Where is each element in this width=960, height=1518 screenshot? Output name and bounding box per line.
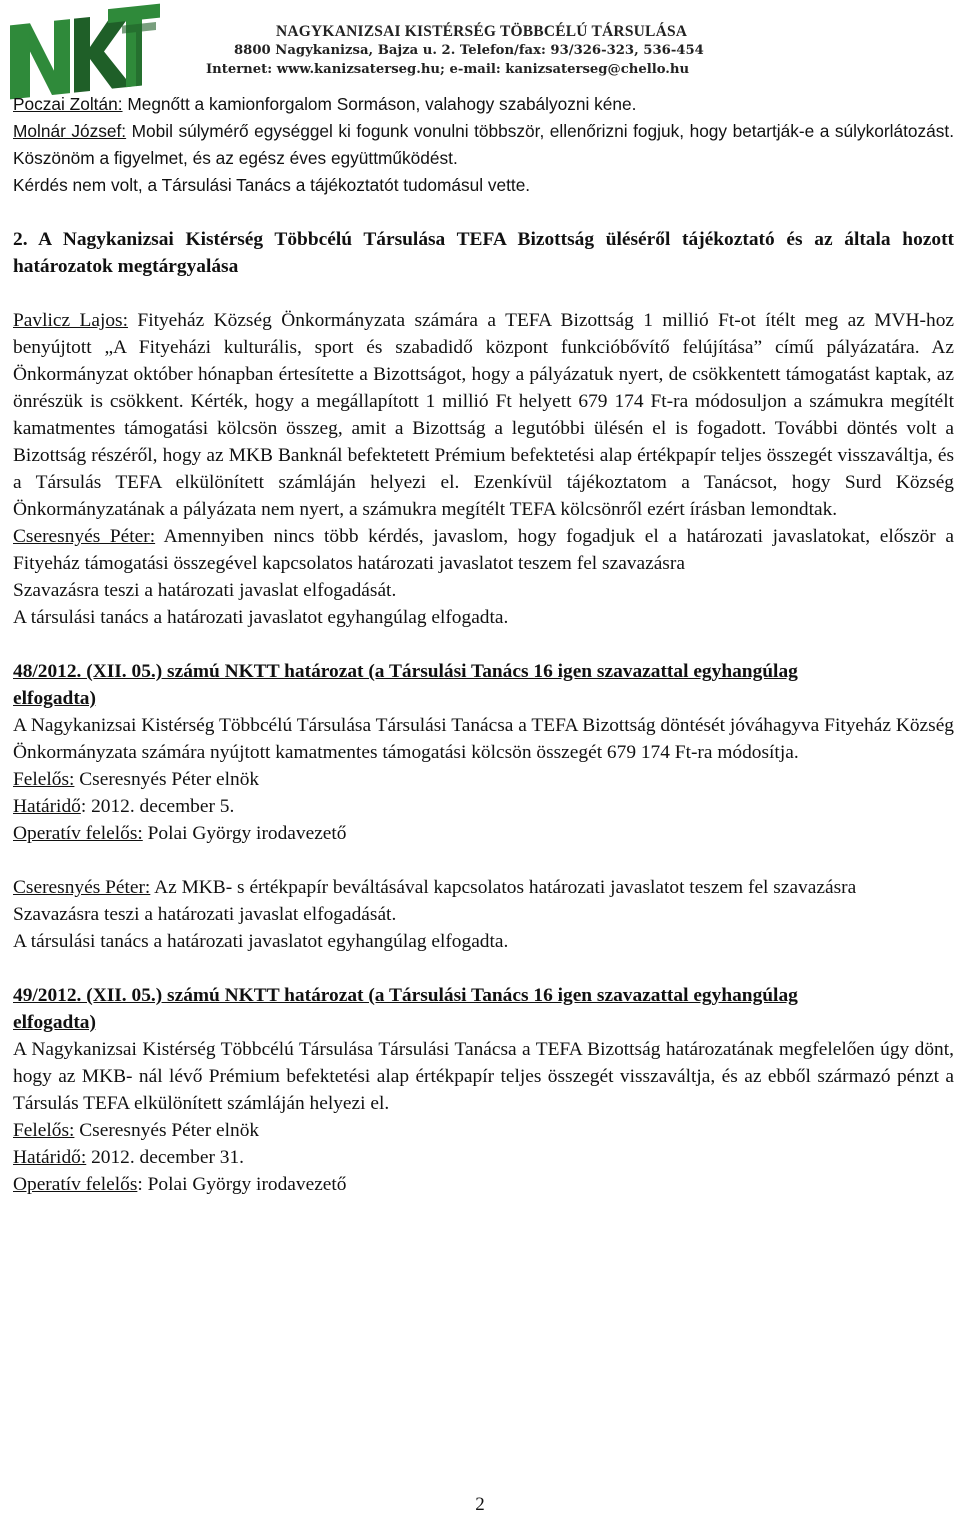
organization-name: NAGYKANIZSAI KISTÉRSÉG TÖBBCÉLÚ TÁRSULÁSA bbox=[276, 23, 688, 40]
paragraph-text: Az MKB- s értékpapír beváltásával kapcsolatos határozati javaslatot teszem fel szavazásra bbox=[150, 877, 857, 898]
vote-result: A társulási tanács a határozati javaslatot egyhangúlag elfogadta. bbox=[13, 607, 509, 628]
resolution-48-title: 48/2012. (XII. 05.) számú NKTT határozat (a Társulási Tanács 16 igen szavazattal egyhangúlag elfogadta) bbox=[13, 661, 798, 709]
intro-paragraph-2 bbox=[13, 118, 954, 172]
label: Határidő bbox=[13, 796, 81, 817]
speaker-name: Molnár József: bbox=[13, 121, 127, 141]
letterhead bbox=[0, 0, 960, 95]
organization-internet bbox=[206, 60, 704, 79]
label: Felelős: bbox=[13, 1120, 75, 1141]
label: Felelős: bbox=[13, 769, 75, 790]
section-2-heading: 2. A Nagykanizsai Kistérség Többcélú Társulása TEFA Bizottság üléséről tájékoztató és az általa hozott határozatok megtárgyalása bbox=[13, 229, 954, 277]
paragraph-text: Mobil súlymérő egységgel ki fogunk vonulni többször, ellenőrizni fogjuk, hogy betartják-e a súlykorlátozást. Köszönöm a figyelmet, és az egész éves együttműködést. bbox=[13, 121, 954, 168]
intro-paragraph-3: Kérdés nem volt, a Társulási Tanács a tájékoztatót tudomásul vette. bbox=[13, 175, 531, 195]
resolution-48-text: A Nagykanizsai Kistérség Többcélú Társulása Társulási Tanácsa a TEFA Bizottság döntését jóváhagyva Fityeház Község Önkormányzata számára nyújtott kamatmentes támogatási kölcsön összegét 679 174 Ft-ra módosítja. bbox=[13, 715, 954, 763]
page-number: 2 bbox=[475, 1494, 485, 1515]
vote-line: Szavazásra teszi a határozati javaslat elfogadását. bbox=[13, 580, 397, 601]
document-body bbox=[13, 91, 954, 1198]
internet-contact[interactable]: Internet: www.kanizsaterseg.hu; e-mail: kanizsaterseg@chello.hu bbox=[206, 62, 690, 77]
mkb-proposal bbox=[13, 874, 954, 901]
value: Cseresnyés Péter elnök bbox=[74, 1120, 260, 1141]
resolution-49-deadline bbox=[13, 1144, 954, 1171]
resolution-49-operative bbox=[13, 1171, 954, 1198]
paragraph-text: Megnőtt a kamionforgalom Sormáson, valahogy szabályozni kéne. bbox=[122, 94, 637, 114]
label: Határidő: bbox=[13, 1147, 87, 1168]
section-2-proposal bbox=[13, 523, 954, 577]
section-2-report bbox=[13, 307, 954, 523]
nktt-logo bbox=[4, 2, 164, 102]
resolution-49-text: A Nagykanizsai Kistérség Többcélú Társulása Társulási Tanácsa a TEFA Bizottság határozatának megfelelően úgy dönt, hogy az MKB- nál lévő Prémium befektetési alap értékpapír teljes összegét visszaváltja, és az ebből származó pénzt a Társulás TEFA elkülönített számláján helyezi el. bbox=[13, 1039, 954, 1114]
value: Cseresnyés Péter elnök bbox=[74, 769, 260, 790]
vote-line: Szavazásra teszi a határozati javaslat elfogadását. bbox=[13, 904, 397, 925]
letterhead-text bbox=[206, 22, 704, 79]
resolution-48-operative bbox=[13, 820, 954, 847]
paragraph-text: Amennyiben nincs több kérdés, javaslom, hogy fogadjuk el a határozati javaslatokat, először a Fityeház támogatási összegével kapcsolatos határozati javaslatot teszem fel szavazásra bbox=[13, 526, 954, 574]
value: Polai György irodavezető bbox=[142, 823, 347, 844]
speaker-name: Cseresnyés Péter: bbox=[13, 877, 151, 898]
label: Operatív felelős bbox=[13, 1174, 138, 1195]
resolution-48-responsible bbox=[13, 766, 954, 793]
paragraph-text: Fityeház Község Önkormányzata számára a TEFA Bizottság 1 millió Ft-ot ítélt meg az MVH-hoz benyújtott „A Fityeházi kulturális, sport és szabadidő központ funkcióbővítő felújítása” című pályázatára. bbox=[13, 310, 955, 358]
resolution-49-title: 49/2012. (XII. 05.) számú NKTT határozat (a Társulási Tanács 16 igen szavazattal egyhangúlag elfogadta) bbox=[13, 985, 798, 1033]
vote-result: A társulási tanács a határozati javaslatot egyhangúlag elfogadta. bbox=[13, 931, 509, 952]
intro-paragraph-1 bbox=[13, 91, 954, 118]
organization-address: 8800 Nagykanizsa, Bajza u. 2. Telefon/fax: 93/326-323, 536-454 bbox=[234, 43, 704, 58]
value: : Polai György irodavezető bbox=[137, 1174, 347, 1195]
speaker-name: Pavlicz Lajos: bbox=[13, 310, 128, 331]
logo-text: NKTT bbox=[4, 2, 7, 3]
speaker-name: Cseresnyés Péter: bbox=[13, 526, 156, 547]
value: : 2012. december 5. bbox=[80, 796, 235, 817]
paragraph-text: Az Önkormányzat október hónapban értesítette a Bizottságot, hogy a pályázatuk nyert, de csökkentett támogatást kaptak, az önrészük is csökkent. Kérték, hogy a megállapított 1 millió Ft helyett 679 174 Ft-ra módosuljon a számukra megítélt kamatmentes támogatási kölcsön összeg, amit a Bizottság a legutóbbi ülésén el is fogadott. További döntés volt a Bizottság részéről, hogy az MKB Banknál befektetett Prémium befektetési alap értékpapír teljes összegét visszaváltja, és a Társulás TEFA elkülönített számláján helyezi el. Ezenkívül tájékoztatom a Tanácsot, hogy Surd Község Önkormányzatának a pályázata nem nyert, a számukra megítélt TEFA kölcsönről ezért írásban lemondtak. bbox=[13, 337, 954, 520]
resolution-49-responsible bbox=[13, 1117, 954, 1144]
speaker-name: Poczai Zoltán: bbox=[13, 94, 123, 114]
label: Operatív felelős: bbox=[13, 823, 143, 844]
value: 2012. december 31. bbox=[86, 1147, 245, 1168]
resolution-48-deadline bbox=[13, 793, 954, 820]
